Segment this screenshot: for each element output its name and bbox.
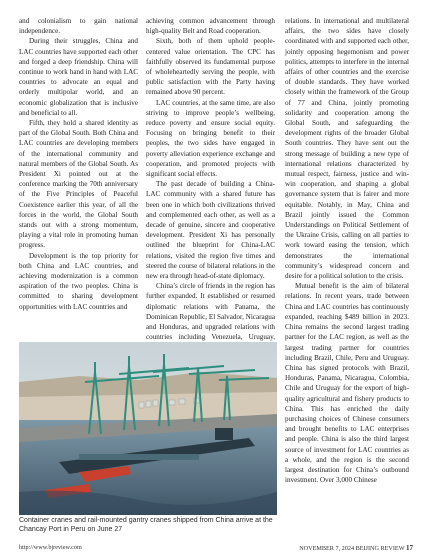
footer-issue [299,544,413,552]
paragraph: Sixth, both of them uphold people-centered value orientation. The CPC has faithfully observed its fundamental purpose of wholeheartedly serving the people, with public satisfaction with the Party having remained above 90 percent. [146,37,275,97]
paragraph: Fifth, they hold a shared identity as part of the Global South. Both China and LAC countries are developing members of the international community and natural members of the Global South. As President Xi pointed out at the conference marking the 70th anniversary of the Five Principles of Peaceful Coexistence earlier this year, of all the forces in the world, the Global South stands out with a strong momentum, playing a vital role in promoting human progress. [19,119,138,250]
footer-url[interactable]: http://www.bjreview.com [19,544,82,551]
paragraph: relations. In international and multilateral affairs, the two sides have closely coordinated with and supported each other, jointly opposing hegemonism and power politics, attempts to interfere in the internal affairs of other countries and the exercise of double standards. They have worked closely within the framework of the Group of 77 and China, jointly promoting solidarity and cooperation among the Global South, and safeguarding the development rights of the broader Global South countries. They have sent out the strong message of building a new type of international relations characterized by mutual respect, fairness, justice and win-win cooperation, and shaping a global governance system that is fairer and more equitable. Notably, in May, China and Brazil jointly issued the Common Understandings on Political Settlement of the Ukraine Crisis, calling on all parties to work toward easing the tension, which demonstrates the international community’s widespread concern and desire for a political solution to the crisis. [285,17,409,281]
paragraph: and colonialism to gain national independence. [19,17,138,36]
paragraph: The past decade of building a China-LAC community with a shared future has been one in which both civilizations thrived and complemented each other, as well as a decade of genuine, sincere and cooperative development. President Xi has personally outlined the blueprint for China-LAC relations, visited the region five times and steered the course of bilateral relations in the new era through head-of-state diplomacy. [146,180,275,281]
text-column-3 [285,16,409,485]
cranes-port-image [19,342,277,515]
page-number: 17 [406,544,413,552]
footer-issue-label: NOVEMBER 7, 2024 BEIJING REVIEW [299,545,405,552]
paragraph: Development is the top priority for both China and LAC countries, and achieving modernization is a common aspiration of the two peoples. China is committed to sharing development opportunities with LAC countries and [19,251,138,311]
paragraph: Mutual benefit is the aim of bilateral relations. In recent years, trade between China and LAC countries has continuously expanded, reaching $489 billion in 2023. China remains the second largest trading partner for the LAC region, as well as the largest trading partner for countries including Brazil, Chile, Peru and Uruguay. China has signed protocols with Brazil, Honduras, Panama, Nicaragua, Colombia, Chile and Uruguay for the export of high-quality agricultural and fishery products to China. This has enriched the daily purchasing choices of Chinese consumers and brought benefits to LAC enterprises and people. China is also the third largest source of investment for LAC countries as a whole, and the region is the second largest destination for China’s outbound investment. Over 3,000 Chinese [285,282,409,485]
paragraph: LAC countries, at the same time, are also striving to improve people’s wellbeing, reduce poverty and ensure social equity. Focusing on bringing benefit to their peoples, the two sides have engaged in poverty alleviation experience exchange and cooperation, and promoted projects with significant social effects. [146,98,275,179]
paragraph: achieving common advancement through high-quality Belt and Road cooperation. [146,17,275,36]
paragraph: China’s circle of friends in the region has further expanded. It established or resumed diplomatic relations with Panama, the Dominican Republic, El Salvador, Nicaragua and Honduras, and upgraded relations with countries including Venezuela, Uruguay, [146,282,275,342]
paragraph: During their struggles, China and LAC countries have supported each other and forged a deep friendship. China will continue to work hand in hand with LAC countries to advocate an equal and orderly multipolar world, and an economic globalization that is inclusive and beneficial to all. [19,37,138,117]
port-photo [19,342,277,515]
photo-caption: Container cranes and rail-mounted gantry cranes shipped from China arrive at the Chancay Port in Peru on June 27 [19,517,273,533]
page-footer [19,544,413,554]
text-column-1 [19,16,138,312]
